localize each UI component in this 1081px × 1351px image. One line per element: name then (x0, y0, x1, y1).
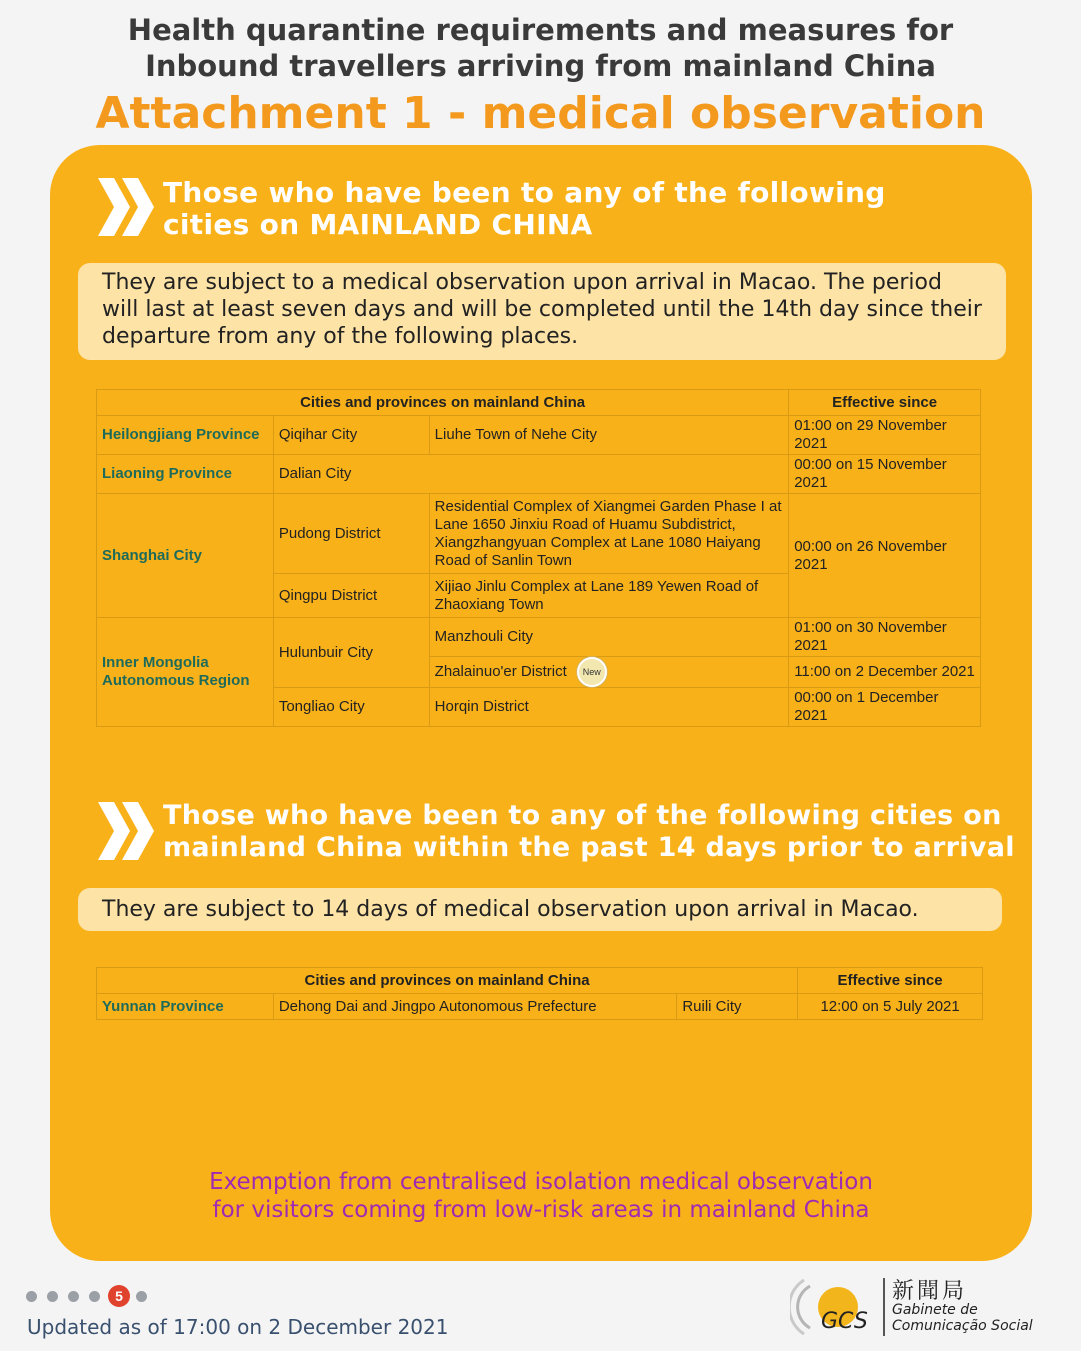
table-header-row (97, 968, 983, 994)
updated-timestamp: Updated as of 17:00 on 2 December 2021 (27, 1315, 449, 1339)
area-text: Zhalainuo'er District (434, 662, 567, 680)
logo-name (892, 1302, 1033, 1334)
effective-cell: 00:00 on 1 December 2021 (789, 688, 981, 727)
double-chevron-icon (96, 176, 158, 238)
logo-name-line2: Comunicação Social (892, 1318, 1033, 1334)
area-cell: Liuhe Town of Nehe City (429, 416, 789, 455)
table-row (97, 494, 981, 574)
page-dot[interactable] (47, 1291, 58, 1302)
section1-note (78, 263, 1006, 360)
effective-cell: 12:00 on 5 July 2021 (798, 994, 983, 1020)
col-header-effective: Effective since (789, 390, 981, 416)
city-cell: Tongliao City (273, 688, 429, 727)
section1-note-line: will last at least seven days and will be completed until the 14th day since their (102, 297, 982, 322)
city-cell: Qiqihar City (273, 416, 429, 455)
area-cell: Horqin District (429, 688, 789, 727)
page-dot[interactable] (89, 1291, 100, 1302)
table-row (97, 994, 983, 1020)
section1-heading-line1: Those who have been to any of the following (163, 176, 886, 209)
section2-note-line: They are subject to 14 days of medical observation upon arrival in Macao. (102, 897, 919, 922)
page-title-line1: Health quarantine requirements and measures for (127, 13, 954, 47)
effective-cell: 11:00 on 2 December 2021 (789, 657, 981, 688)
province-cell: Yunnan Province (97, 994, 274, 1020)
exemption-link-line2[interactable]: for visitors coming from low-risk areas in mainland China (212, 1197, 870, 1223)
area-cell: Residential Complex of Xiangmei Garden Phase I at Lane 1650 Jinxiu Road of Huamu Subdistrict, Xiangzhangyuan Complex at Lane 1080 Haiyang Road of Sanlin Town (429, 494, 789, 574)
district-cell: Pudong District (273, 494, 429, 574)
table-row (97, 618, 981, 657)
gcs-logo-letters: GCS (821, 1309, 868, 1334)
page-dot[interactable] (26, 1291, 37, 1302)
province-cell: Inner Mongolia Autonomous Region (97, 618, 274, 727)
prefecture-cell: Dehong Dai and Jingpo Autonomous Prefecture (273, 994, 676, 1020)
gcs-logo-mark (790, 1272, 890, 1342)
effective-cell: 01:00 on 30 November 2021 (789, 618, 981, 657)
effective-cell: 00:00 on 26 November 2021 (789, 494, 981, 618)
gcs-logo (790, 1272, 1070, 1344)
logo-name-line1: Gabinete de (892, 1302, 978, 1318)
city-cell: Hulunbuir City (273, 618, 429, 688)
table-row (97, 455, 981, 494)
section2-note (78, 888, 1002, 931)
district-cell: Qingpu District (273, 574, 429, 618)
double-chevron-icon (96, 800, 158, 862)
table-header-row (97, 390, 981, 416)
province-cell: Shanghai City (97, 494, 274, 618)
section1-heading-line2: cities on MAINLAND CHINA (163, 208, 593, 241)
city-cell: Ruili City (677, 994, 798, 1020)
attachment-title: Attachment 1 - medical observation (95, 88, 986, 139)
col-header-place: Cities and provinces on mainland China (97, 390, 789, 416)
col-header-effective: Effective since (798, 968, 983, 994)
logo-cjk-name: 新聞局 (892, 1279, 968, 1304)
table-row (97, 416, 981, 455)
province-cell: Liaoning Province (97, 455, 274, 494)
effective-cell: 00:00 on 15 November 2021 (789, 455, 981, 494)
section2-heading-line2: mainland China within the past 14 days prior to arrival (163, 832, 1015, 863)
section1-note-line: departure from any of the following places. (102, 324, 579, 349)
section2-heading-line1: Those who have been to any of the following cities on (163, 800, 1002, 831)
section1-table (96, 389, 981, 727)
new-badge: New (577, 657, 607, 687)
page-dot[interactable] (136, 1291, 147, 1302)
section2-table (96, 967, 983, 1020)
exemption-link-line1[interactable]: Exemption from centralised isolation medical observation (209, 1169, 873, 1195)
page-title-line2: Inbound travellers arriving from mainland China (145, 49, 936, 83)
province-cell: Heilongjiang Province (97, 416, 274, 455)
area-cell (429, 657, 789, 688)
effective-cell: 01:00 on 29 November 2021 (789, 416, 981, 455)
section1-note-line: They are subject to a medical observation upon arrival in Macao. The period (102, 270, 942, 295)
page-dot-active[interactable]: 5 (108, 1285, 130, 1307)
col-header-place: Cities and provinces on mainland China (97, 968, 798, 994)
page-dot[interactable] (68, 1291, 79, 1302)
area-cell: Xijiao Jinlu Complex at Lane 189 Yewen Road of Zhaoxiang Town (429, 574, 789, 618)
city-cell: Dalian City (273, 455, 788, 494)
area-cell: Manzhouli City (429, 618, 789, 657)
